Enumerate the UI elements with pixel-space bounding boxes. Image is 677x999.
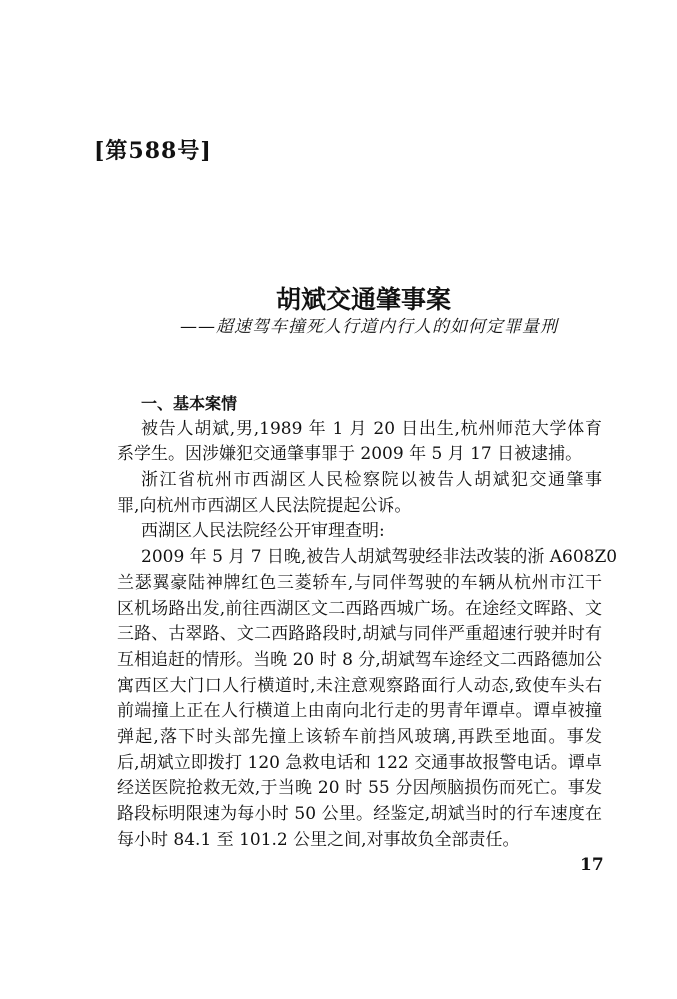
text-line: 系学生。因涉嫌犯交通肇事罪于 2009 年 5 月 17 日被逮捕。	[117, 444, 583, 465]
paragraph	[117, 519, 602, 545]
text-line: 被告人胡斌,男,1989 年 1 月 20 日出生,杭州师范大学体育	[141, 418, 602, 439]
text-line: 罪,向杭州市西湖区人民法院提起公诉。	[117, 495, 412, 516]
text-line: 2009 年 5 月 7 日晚,被告人胡斌驾驶经非法改装的浙 A608Z0	[141, 547, 618, 568]
text-line: 后,胡斌立即拨打 120 急救电话和 122 交通事故报警电话。谭卓	[117, 752, 602, 773]
text-line: 互相追赶的情形。当晚 20 时 8 分,胡斌驾车途经文二西路德加公	[117, 649, 602, 670]
text-line: 区机场路出发,前往西湖区文二西路西城广场。在途经文晖路、文	[117, 598, 602, 619]
section-heading: 一、基本案情	[141, 394, 238, 413]
text-line: 寓西区大门口人行横道时,未注意观察路面行人动态,致使车头右	[117, 675, 602, 696]
page-number: 17	[580, 855, 604, 875]
case-body	[117, 391, 618, 853]
text-line: 西湖区人民法院经公开审理查明:	[141, 521, 385, 542]
case-title: 胡斌交通肇事案	[275, 285, 451, 314]
text-line: 每小时 84.1 至 101.2 公里之间,对事故负全部责任。	[117, 829, 520, 850]
paragraph	[117, 545, 618, 853]
text-line: 三路、古翠路、文二西路路段时,胡斌与同伴严重超速行驶并时有	[117, 624, 602, 645]
paragraph	[117, 417, 602, 468]
text-line: 兰瑟翼豪陆神牌红色三菱轿车,与同伴驾驶的车辆从杭州市江干	[117, 572, 602, 593]
case-subtitle: ——超速驾车撞死人行道内行人的如何定罪量刑	[180, 317, 558, 337]
text-line: 路段标明限速为每小时 50 公里。经鉴定,胡斌当时的行车速度在	[117, 804, 602, 824]
paragraphs	[117, 417, 618, 854]
text-line: 经送医院抢救无效,于当晚 20 时 55 分因颅脑损伤而死亡。事发	[117, 778, 602, 799]
text-line: 前端撞上正在人行横道上由南向北行走的男青年谭卓。谭卓被撞	[117, 701, 602, 722]
text-line: 弹起,落下时头部先撞上该轿车前挡风玻璃,再跌至地面。事发	[117, 726, 602, 747]
text-line: 浙江省杭州市西湖区人民检察院以被告人胡斌犯交通肇事	[141, 470, 602, 491]
paragraph	[117, 468, 602, 519]
case-number: [第588号]	[94, 138, 212, 164]
